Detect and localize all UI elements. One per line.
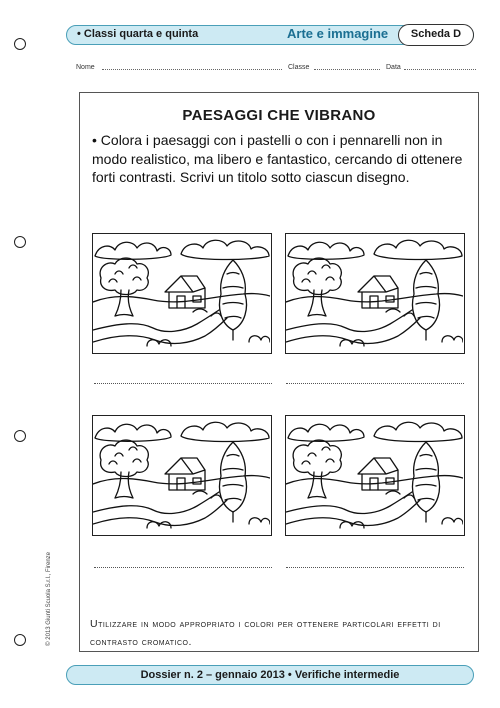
cloud-left <box>95 242 171 259</box>
binder-hole-bottom <box>14 634 26 646</box>
date-line[interactable] <box>404 69 476 70</box>
header-subject: Arte e immagine <box>287 26 389 41</box>
bushes <box>147 336 270 346</box>
path-stream <box>93 492 227 525</box>
title-line-4[interactable] <box>286 567 464 568</box>
path-stream <box>93 310 227 343</box>
class-line[interactable] <box>314 69 380 70</box>
landscape-drawing-1[interactable] <box>92 233 272 354</box>
binder-hole-middle <box>14 236 26 248</box>
header-section: • Classi quarta e quinta <box>77 28 199 40</box>
landscape-drawing-2[interactable] <box>285 233 465 354</box>
copyright-text: © 2013 Giunti Scuola S.r.l., Firenze <box>46 552 52 646</box>
cloud-left <box>288 242 364 259</box>
bushes <box>340 518 463 528</box>
footer-bar: Dossier n. 2 – gennaio 2013 • Verifiche intermedie <box>66 665 474 685</box>
name-label: Nome <box>76 64 95 71</box>
tree-left-crown <box>293 440 341 477</box>
binder-hole-lower <box>14 430 26 442</box>
worksheet-instruction: • Colora i paesaggi con i pastelli o con i pennarelli non in modo realistico, ma libero e fantastico, cercando di ottenere forti contrasti. Scrivi un titolo sotto ciascun disegno. <box>92 132 463 185</box>
cloud-right <box>374 240 462 259</box>
worksheet-title: PAESAGGI CHE VIBRANO <box>182 107 376 124</box>
path-stream <box>286 310 420 343</box>
bushes <box>340 336 463 346</box>
binder-hole-top <box>14 38 26 50</box>
title-line-1[interactable] <box>94 383 272 384</box>
cloud-right <box>374 422 462 441</box>
path-stream <box>286 492 420 525</box>
date-label: Data <box>386 64 401 71</box>
class-label: Classe <box>288 64 310 71</box>
name-line[interactable] <box>102 69 282 70</box>
tree-left-crown <box>100 440 148 477</box>
cloud-left <box>95 424 171 441</box>
title-line-2[interactable] <box>286 383 464 384</box>
cloud-left <box>288 424 364 441</box>
copyright <box>46 552 146 652</box>
landscape-drawing-4[interactable] <box>285 415 465 536</box>
tree-left-crown <box>100 258 148 295</box>
landscape-drawing-3[interactable] <box>92 415 272 536</box>
cloud-right <box>181 240 269 259</box>
student-fields <box>76 62 476 76</box>
sheet-badge: Scheda D <box>398 24 474 46</box>
tree-left-crown <box>293 258 341 295</box>
cloud-right <box>181 422 269 441</box>
bushes <box>147 518 270 528</box>
teacher-note: Utilizzare in modo appropriato i colori per ottenere particolari effetti di contrasto cromatico. <box>90 618 441 648</box>
